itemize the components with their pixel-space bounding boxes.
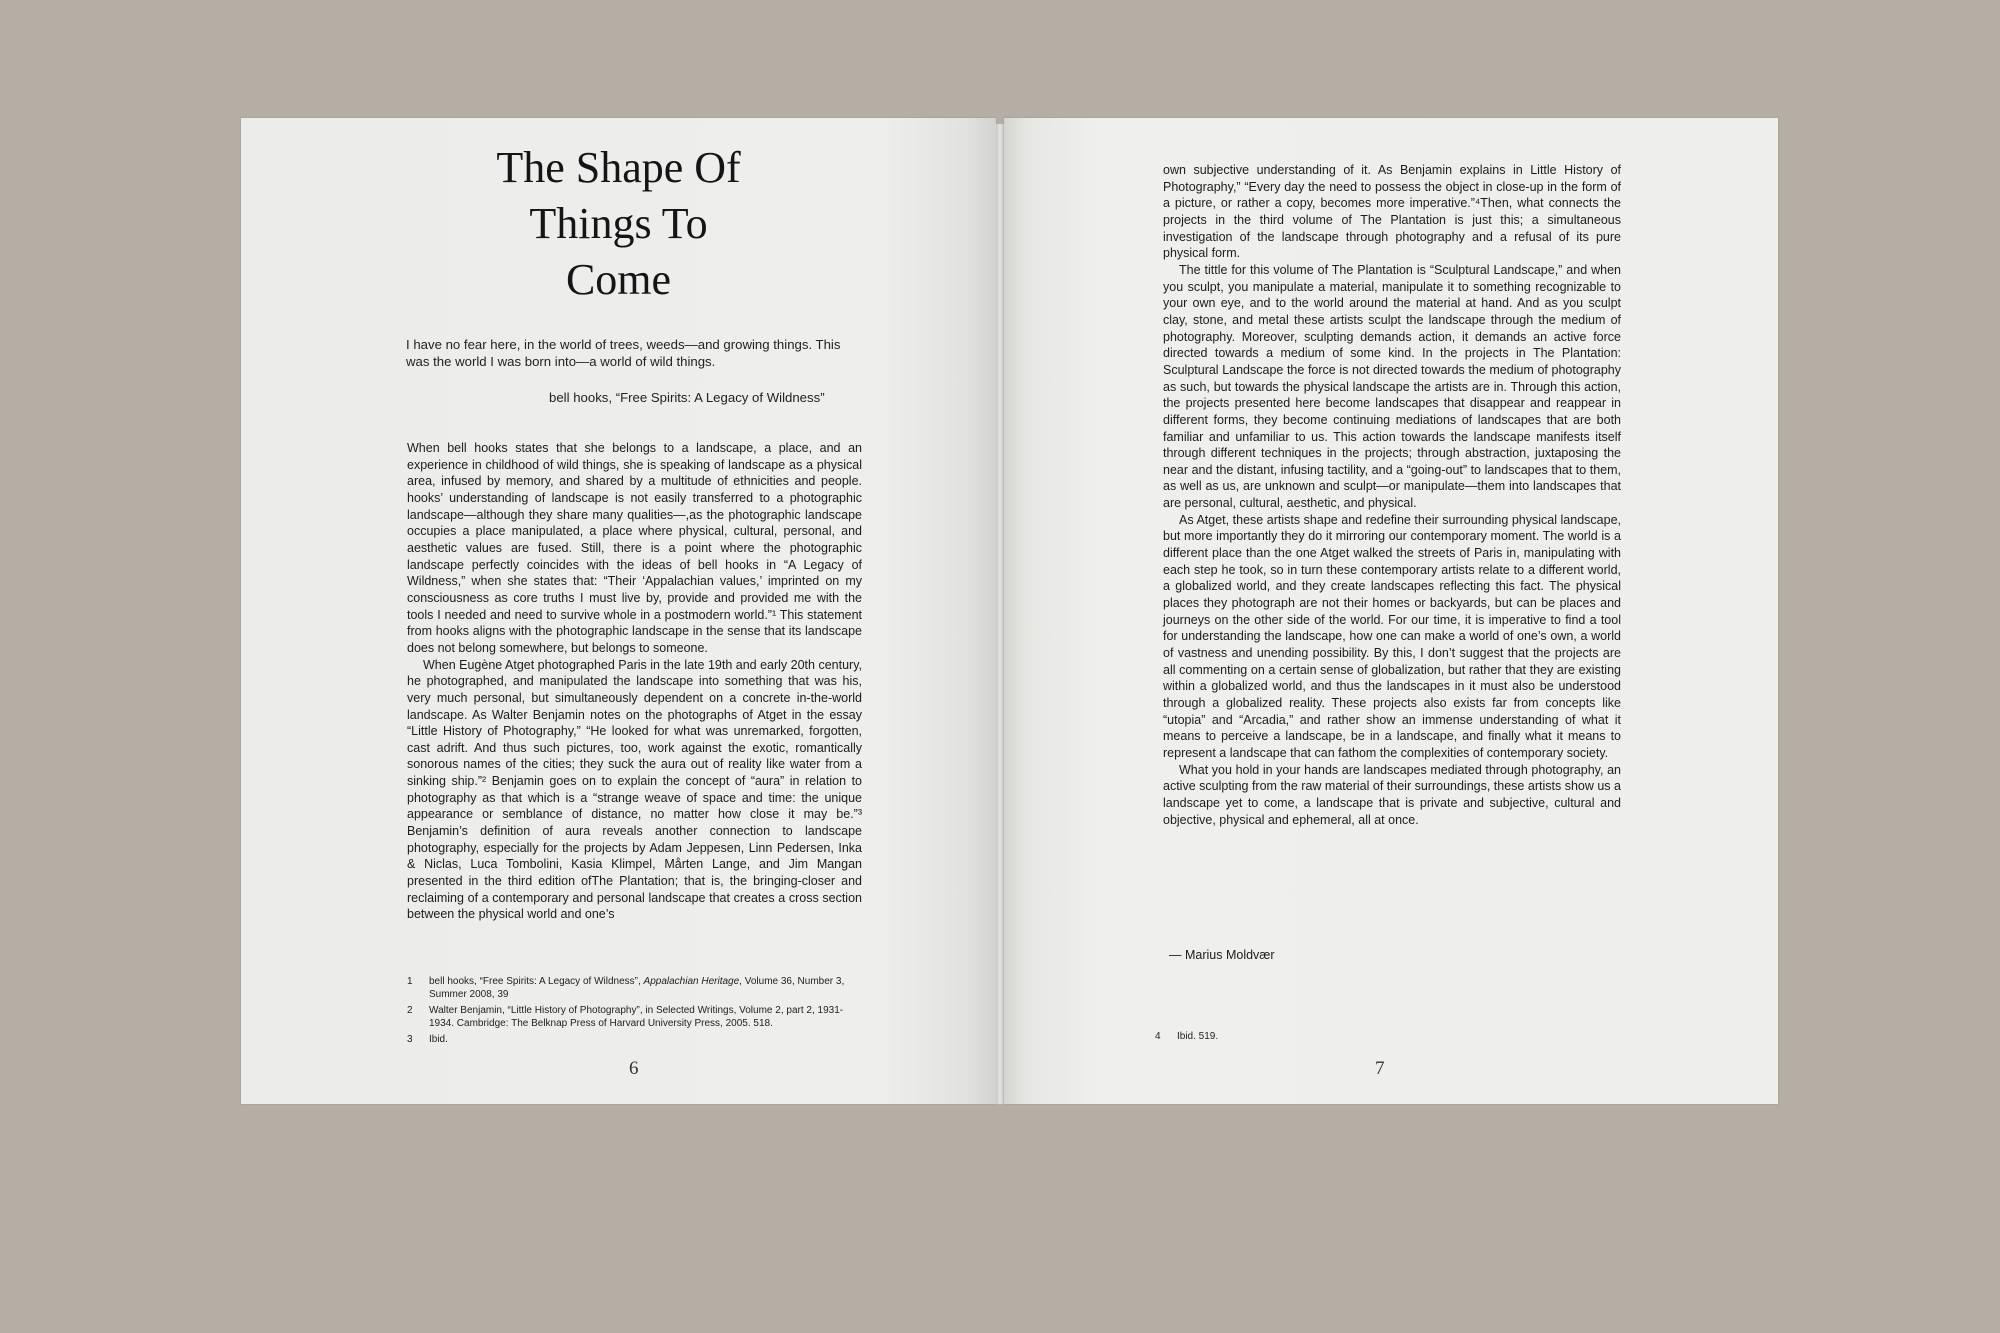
left-page [241, 118, 996, 1104]
epigraph: I have no fear here, in the world of trees, weeds—and growing things. This was the world I was born into—a world of wild things. [406, 337, 841, 369]
body-paragraph: own subjective understanding of it. As Benjamin explains in Little History of Photography,” “Every day the need to possess the object in close-up in the form of a picture, or rather a copy, becomes more imperative.”⁴Then, what connects the projects in the third volume of The Plantation is just this; a simultaneous investigation of the landscape through photography and a refusal of its pure physical form. [1163, 163, 1621, 261]
body-paragraph: The tittle for this volume of The Plantation is “Sculptural Landscape,” and when you sculpt, you manipulate a material, manipulate it to something recognizable to your own eye, and to the world around the material at hand. And as you sculpt clay, stone, and metal these artists sculpt the landscape through the medium of photography. Moreover, sculpting demands action, it demands an active force directed towards a medium of some kind. In the projects in The Plantation: Sculptural Landscape the force is not directed towards the medium of photography as such, but towards the physical landscape the artists are in. Through this action, the projects presented here become landscapes that disappear and reappear in different forms, they become continuing mediations of landscapes that are both familiar and unfamiliar to us. This action towards the landscape manifests itself through different techniques in the projects; through abstraction, juxtaposing the near and the distant, infusing tactility, and a “going-out” to landscapes that to them, as well as us, are unknown and sculpt—or manipulate—them into landscapes that are personal, cultural, aesthetic, and physical. [1163, 262, 1621, 511]
title-line: Things To [529, 199, 708, 248]
footnote [1155, 1031, 1218, 1043]
footnote-number: 3 [407, 1034, 413, 1046]
article-title [241, 140, 996, 308]
footnote [407, 1034, 862, 1047]
spine-gutter [996, 124, 1004, 1104]
magazine-spread [241, 118, 1778, 1104]
epigraph-source: bell hooks, “Free Spirits: A Legacy of Wildness” [549, 390, 825, 405]
body-paragraph: As Atget, these artists shape and redefine their surrounding physical landscape, but more importantly they do it mirroring our contemporary moment. The world is a different place than the one Atget walked the streets of Paris in, manipulating with each step he took, so in turn these contemporary artists relate to a different world, a globalized world, and they create landscapes reflecting this fact. The physical places they photograph are not their homes or backyards, but can be places and journeys on the other side of the world. For our time, it is imperative to find a tool for understanding the landscape, how one can make a world of one’s own, a world of vastness and unending possibility. By this, I don’t suggest that the projects are all commenting on a certain sense of globalization, but rather that they are existing within a globalized world, and thus the landscapes in it must also be understood through a globalized reality. These projects also exists far from concepts like “utopia” and “Arcadia,” and rather show an immense understanding of what it means to perceive a landscape, be in a landscape, and finally what it means to represent a landscape that can fathom the complexities of contemporary society. [1163, 512, 1621, 760]
title-line: The Shape Of [496, 143, 741, 192]
body-paragraph: When Eugène Atget photographed Paris in the late 19th and early 20th century, he photographed, and manipulated the landscape into something that was his, very much personal, but simultaneously dependent on a concrete in-the-world landscape. As Walter Benjamin notes on the photographs of Atget in the essay “Little History of Photography,” “He looked for what was unremarked, forgotten, cast adrift. And thus such pictures, too, work against the exotic, romantically sonorous names of the cities; they suck the aura out of reality like water from a sinking ship.”² Benjamin goes on to explain the concept of “aura” in relation to photography as that which is a “strange weave of space and time: the unique appearance or semblance of distance, no matter how close it may be.”³ Benjamin’s definition of aura reveals another connection to landscape photography, especially for the projects by Adam Jeppesen, Linn Pedersen, Inka & Niclas, Luca Tombolini, Kasia Klimpel, Mårten Lange, and Jim Mangan presented in the third edition ofThe Plantation; that is, the bringing-closer and reclaiming of a contemporary and personal landscape that creates a cross section between the physical world and one’s [407, 657, 862, 922]
page-number: 7 [1375, 1058, 1385, 1079]
title-line: Come [565, 255, 672, 304]
footnote [407, 1005, 862, 1030]
right-body-text [1163, 162, 1621, 828]
footnote [407, 976, 862, 1001]
footnotes [407, 976, 862, 1051]
footnote-text: Ibid. 519. [1177, 1031, 1219, 1042]
footnote-number: 2 [407, 1005, 413, 1017]
author-signature: — Marius Moldvær [1169, 948, 1275, 962]
footnote-text: Walter Benjamin, “Little History of Photography”, in Selected Writings, Volume 2, part 2, 1931-1934. Cambridge: The Belknap Press of Harvard University Press, 2005. 518. [429, 1005, 844, 1029]
footnote-number: 1 [407, 976, 413, 987]
left-body-text [407, 440, 862, 923]
right-page [1004, 118, 1778, 1104]
footnote-text: Ibid. [429, 1034, 448, 1046]
footnote-text: bell hooks, “Free Spirits: A Legacy of Wildness”, Appalachian Heritage, Volume 36, Number 3, Summer 2008, 39 [429, 976, 845, 1000]
body-paragraph: When bell hooks states that she belongs to a landscape, a place, and an experience in childhood of wild things, she is speaking of landscape as a physical area, infused by memory, and shared by a multitude of ethnicities and people. hooks’ understanding of landscape is not easily transferred to a photographic landscape—although they share many qualities—,as the photographic landscape occupies a place manipulated, a place where physical, cultural, personal, and aesthetic values are fused. Still, there is a point where the photographic landscape perfectly coincides with the ideas of bell hooks in “A Legacy of Wildness,” when she states that: “Their ‘Appalachian values,’ imprinted on my consciousness as core truths I must live by, provide and provided me with the tools I needed and need to survive whole in a postmodern world.”¹ This statement from hooks aligns with the photographic landscape in the sense that its landscape does not belong somewhere, but belongs to someone. [407, 441, 862, 655]
page-number: 6 [629, 1058, 639, 1079]
body-paragraph: What you hold in your hands are landscapes mediated through photography, an active sculpting from the raw material of their surroundings, these artists show us a landscape yet to come, a landscape that is private and subjective, cultural and objective, physical and ephemeral, all at once. [1163, 762, 1621, 827]
footnote-number: 4 [1155, 1031, 1161, 1042]
